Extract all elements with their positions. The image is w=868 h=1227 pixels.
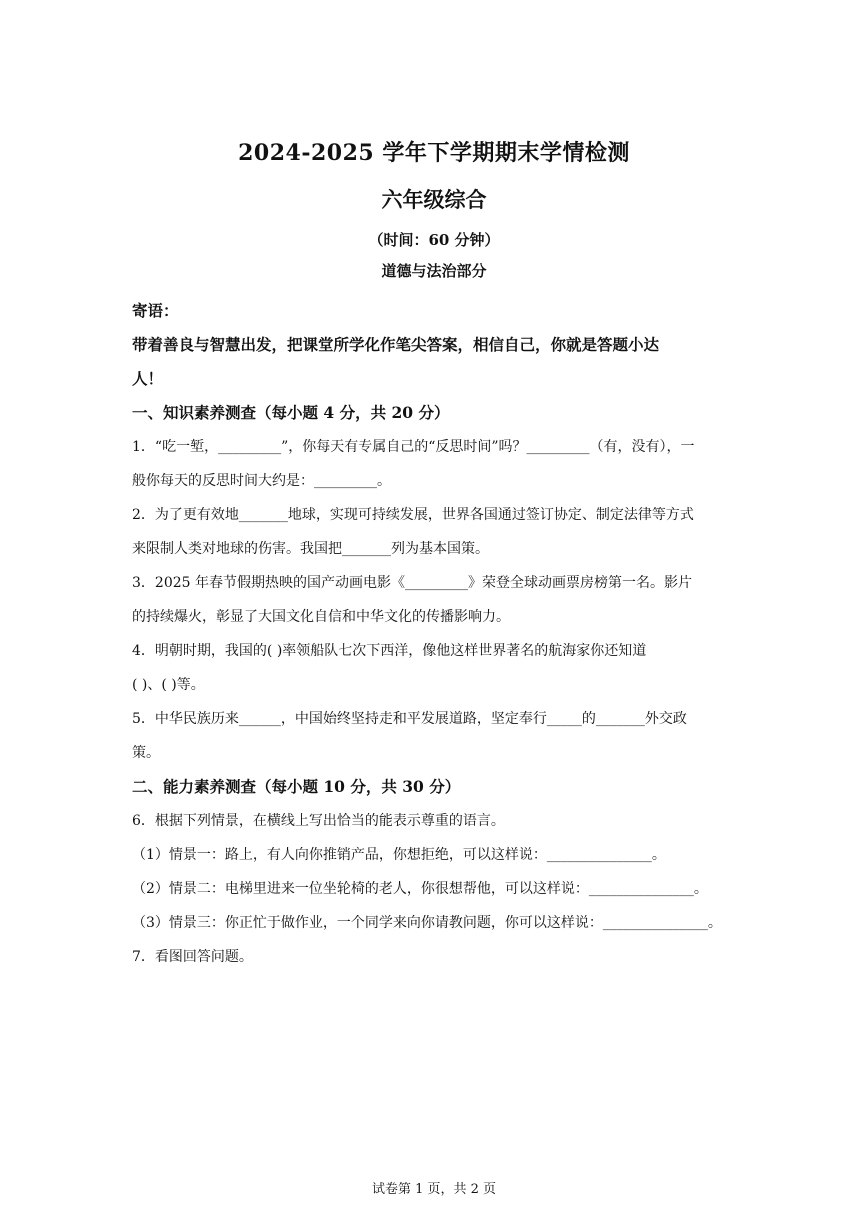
question-3-line-2: 的持续爆火，彰显了大国文化自信和中华文化的传播影响力。 — [132, 609, 510, 625]
page-footer: 试卷第 1 页，共 2 页 — [371, 1182, 497, 1197]
question-6-scenario-2: （2）情景二：电梯里进来一位坐轮椅的老人，你很想帮他，可以这样说：_______________。 — [132, 881, 708, 897]
question-6-scenario-1: （1）情景一：路上，有人向你推销产品，你想拒绝，可以这样说：_______________。 — [132, 847, 666, 863]
question-7: 7．看图回答问题。 — [132, 949, 253, 965]
question-1-line-1: 1．“吃一堑，_________”，你每天有专属自己的“反思时间”吗？_________（有，没有），一 — [132, 439, 695, 455]
exam-time: （时间：60 分钟） — [368, 231, 500, 249]
section-1-heading: 一、知识素养测查（每小题 4 分，共 20 分） — [132, 403, 450, 422]
question-2-line-2: 来限制人类对地球的伤害。我国把_______列为基本国策。 — [132, 541, 489, 557]
message-label: 寄语： — [132, 301, 179, 320]
question-5-line-2: 策。 — [132, 745, 160, 761]
question-4-line-1: 4．明朝时期，我国的( )率领船队七次下西洋，像他这样世界著名的航海家你还知道 — [132, 643, 647, 659]
section-2-heading: 二、能力素养测查（每小题 10 分，共 30 分） — [132, 777, 461, 796]
question-3-line-1: 3．2025 年春节假期热映的国产动画电影《_________》荣登全球动画票房榜第一名。影片 — [132, 575, 692, 591]
question-1-line-2: 般你每天的反思时间大约是：_________。 — [132, 473, 391, 489]
exam-subtitle: 六年级综合 — [381, 187, 487, 212]
message-line-1: 带着善良与智慧出发，把课堂所学化作笔尖答案，相信自己，你就是答题小达 — [132, 335, 660, 354]
question-2-line-1: 2．为了更有效地_______地球，实现可持续发展，世界各国通过签订协定、制定法律等方式 — [132, 507, 694, 523]
question-5-line-1: 5．中华民族历来______，中国始终坚持走和平发展道路，坚定奉行_____的_______外交政 — [132, 711, 687, 727]
exam-part: 道德与法治部分 — [381, 262, 487, 280]
exam-body — [132, 294, 736, 974]
question-6: 6．根据下列情景，在横线上写出恰当的能表示尊重的语言。 — [132, 813, 505, 829]
exam-title: 2024-2025 学年下学期期末学情检测 — [238, 140, 630, 166]
question-6-scenario-3: （3）情景三：你正忙于做作业，一个同学来向你请教问题，你可以这样说：_______________。 — [132, 915, 722, 931]
message-line-2: 人！ — [132, 369, 164, 388]
question-4-line-2: ( )、( )等。 — [132, 677, 205, 693]
